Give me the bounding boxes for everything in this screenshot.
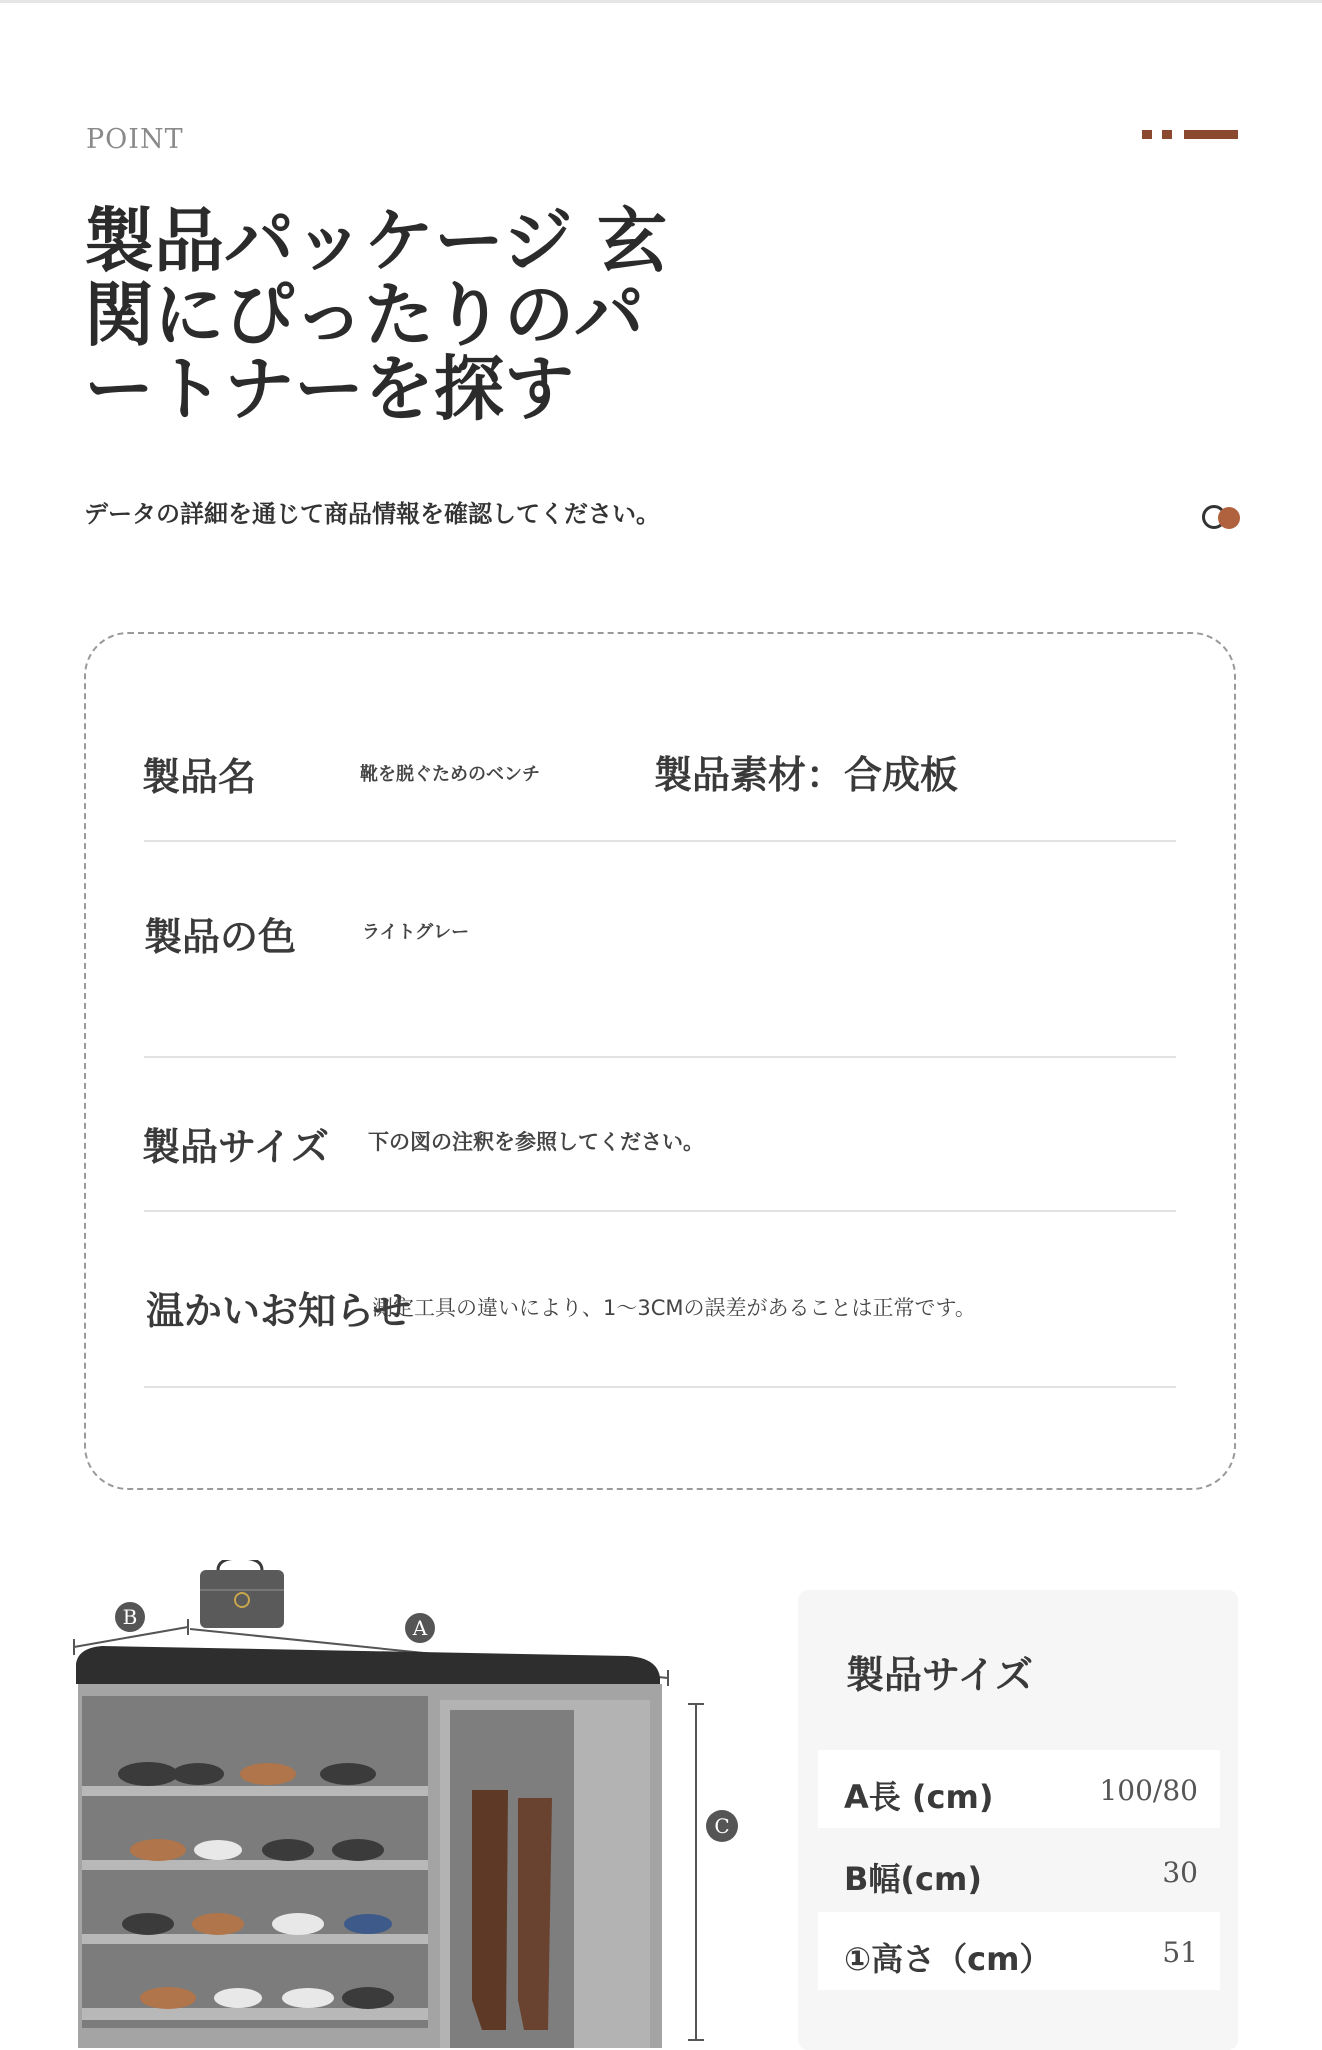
headline-line-1: 製品パッケージ 玄 bbox=[84, 200, 667, 282]
size-panel-title: 製品サイズ bbox=[846, 1653, 1033, 1697]
top-divider bbox=[0, 0, 1322, 3]
product-size-value: 下の図の注釈を参照してください。 bbox=[368, 1130, 704, 1154]
row-divider bbox=[144, 1210, 1176, 1212]
dimension-label-c: C bbox=[714, 1814, 730, 1838]
page-headline bbox=[84, 200, 684, 430]
dimension-label-b: B bbox=[122, 1605, 138, 1629]
size-row-height bbox=[818, 1912, 1220, 1990]
notice-label: 温かいお知らせ bbox=[146, 1289, 411, 1333]
row-divider bbox=[144, 1386, 1176, 1388]
size-value: 51 bbox=[1162, 1936, 1198, 1969]
size-value: 30 bbox=[1162, 1856, 1198, 1889]
row-divider bbox=[144, 840, 1176, 842]
headline-line-2: 関にぴったりのパ bbox=[84, 274, 644, 356]
size-key: ①高さ（cm） bbox=[844, 1940, 1052, 1978]
size-row-length bbox=[818, 1750, 1220, 1828]
product-size-label: 製品サイズ bbox=[142, 1125, 329, 1169]
eyebrow-label: POINT bbox=[86, 124, 184, 155]
product-color-value: ライトグレー bbox=[362, 922, 470, 943]
size-value: 100/80 bbox=[1099, 1774, 1198, 1807]
product-name-label: 製品名 bbox=[142, 755, 257, 799]
dimension-label-a: A bbox=[412, 1616, 428, 1640]
product-name-value: 靴を脱ぐためのベンチ bbox=[360, 764, 540, 785]
toggle-icon bbox=[1202, 505, 1242, 529]
size-spec-panel bbox=[798, 1590, 1238, 2050]
product-info-card bbox=[84, 632, 1236, 1490]
product-color-label: 製品の色 bbox=[144, 915, 297, 959]
shoe-bench-image bbox=[68, 1560, 768, 2048]
size-key: B幅(cm) bbox=[844, 1860, 982, 1898]
size-row-width bbox=[818, 1832, 1220, 1910]
row-divider bbox=[144, 1056, 1176, 1058]
product-material: 製品素材：合成板 bbox=[654, 753, 959, 797]
notice-text: 測定工具の違いにより、1〜3CMの誤差があることは正常です。 bbox=[372, 1296, 976, 1320]
size-key: A長 (cm) bbox=[844, 1778, 994, 1816]
page-subtitle: データの詳細を通じて商品情報を確認してください。 bbox=[84, 500, 660, 528]
headline-line-3: ートナーを探す bbox=[84, 348, 574, 430]
